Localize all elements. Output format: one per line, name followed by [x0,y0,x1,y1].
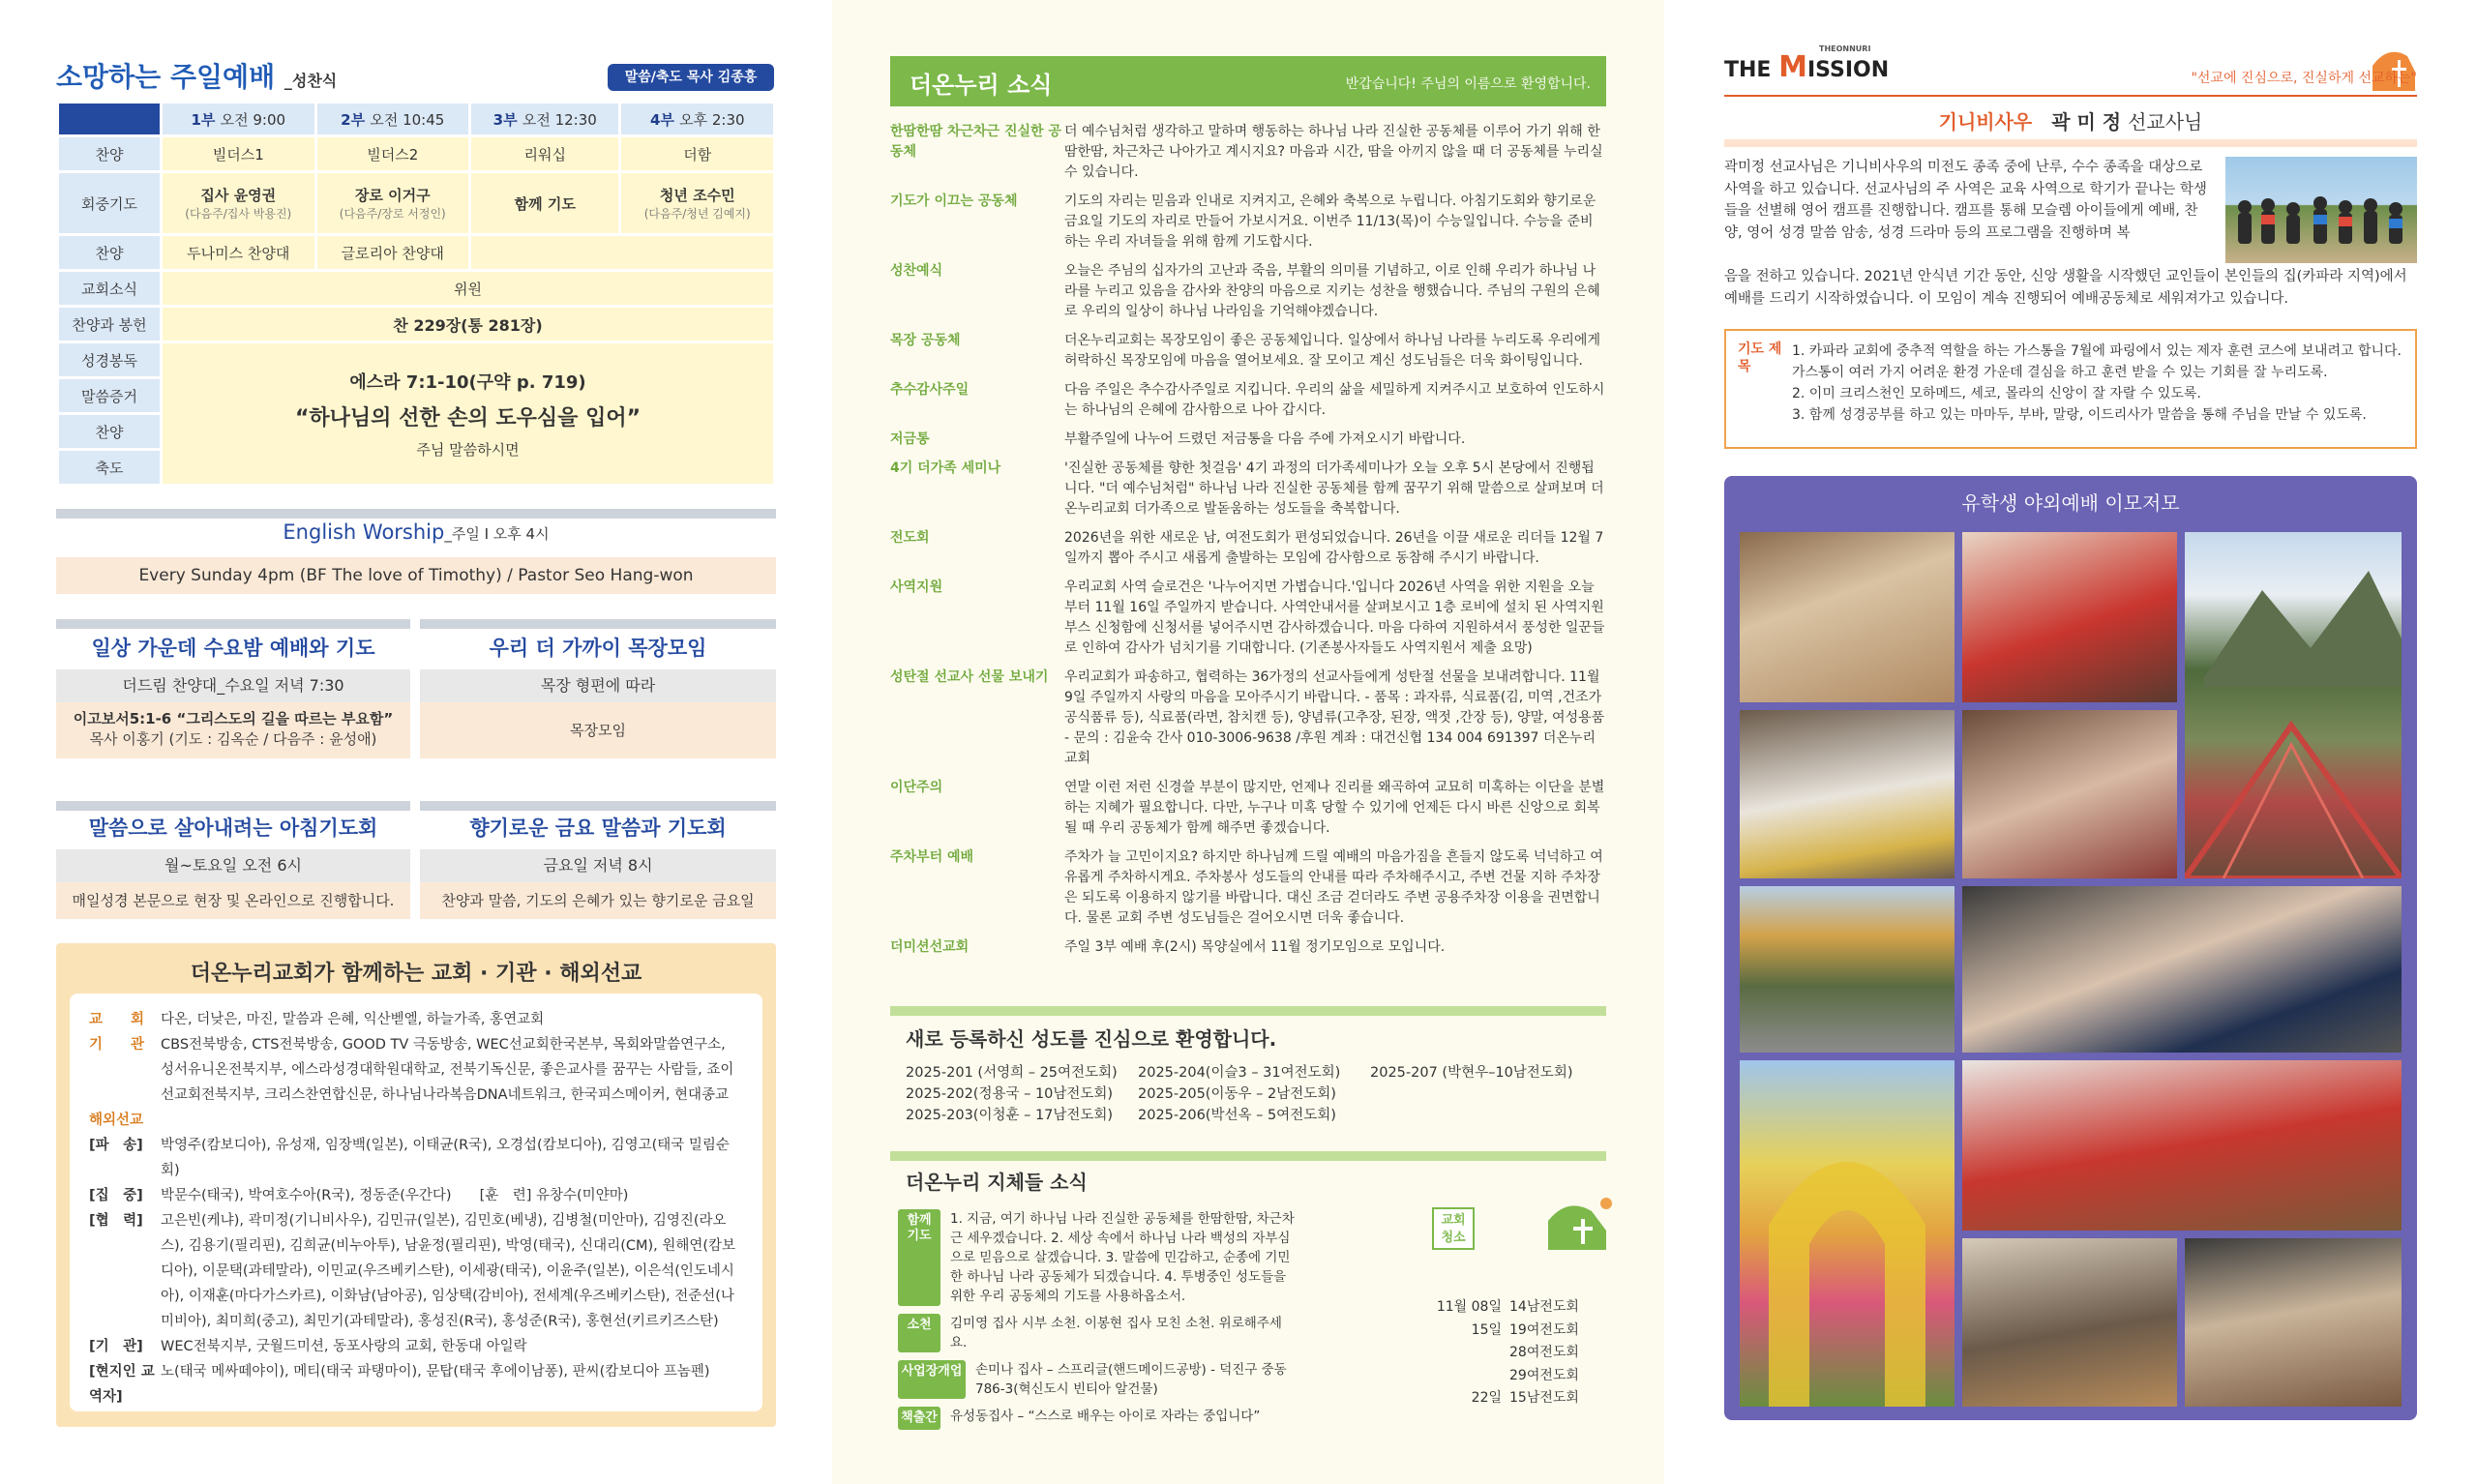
news-key: 전도회 [890,530,930,546]
friday-l2: 찬양과 말씀, 기도의 은혜가 있는 향기로운 금요일 [420,882,776,919]
news-key: 사역지원 [890,579,943,595]
org-tag: 사업장개업 [898,1360,966,1399]
news-key: 성찬예식 [890,263,943,279]
prayer-item: 3. 함께 성경공부를 하고 있는 마마두, 부바, 말랑, 이드리사가 말씀을 통해 주님을 만날 수 있도록. [1792,407,2367,423]
gallery [1724,476,2417,1420]
org-value: 김미영 집사 시부 소천. 이봉현 집사 모친 소천. 위로해주세요. [950,1316,1282,1350]
news-key: 추수감사주일 [890,382,970,398]
ally-list [70,994,762,1411]
page-news [832,0,1664,1484]
row-label: 성경봉독 [59,343,160,376]
gallery-photo-2 [1962,532,2177,702]
ally-value: 고은빈(케냐), 곽미정(기니비사우), 김민규(일본), 김민호(베냉), 김병철(미안마), 김영진(라오스), 김용기(필리핀), 김희균(비누아투), 남윤정(필리핀), 박영(태국), 신대리(CM), 원해연(캄보디아), 이문택(과테말라), 이민교(우즈베키스탄), 이세광(태국), 이윤주(일본), 이은석(인도네시아), 이재훈(마다가스카르), 이화남(남아공), 임상택(감비아), 전세계(우즈베키스탄), 전준선(나미비아), 최미희(중고), 최민기(과테말라), 홍성진(R국), 홍성준(R국), 홍현선(키르키즈스탄) [161,1213,736,1329]
page-worship [0,0,832,1484]
gallery-photo-4 [1740,710,1955,878]
ally-key: 해외선교 [89,1113,144,1128]
ally-value: 노(태국 메싸떼야이), 메티(태국 파탱마이), 문탑(태국 후에이남퐁), 판씨(캄보디아 프놈펜) [161,1364,710,1380]
gallery-photo-7 [1962,886,2402,1053]
divider [1724,95,2417,97]
news-key: 목장 공동체 [890,333,961,348]
clean-date [1432,1342,1509,1365]
org-list [898,1209,1295,1438]
ally-key: [파 송] [89,1138,143,1153]
row-label: 찬양 [59,236,160,269]
morning-title: 말씀으로 살아내려는 아침기도회 [88,816,378,840]
prayer-item: 2. 이미 크리스천인 모하메드, 세코, 몰라의 신앙이 잘 자랄 수 있도록. [1792,386,2201,401]
ally-key: 기 관 [89,1037,145,1053]
wednesday-box [56,627,410,758]
english-line: Every Sunday 4pm (BF The love of Timothy) / Pastor Seo Hang-won [56,557,776,594]
clean-date: 11월 08일 [1436,1299,1502,1315]
news-value: 연말 이런 저런 신경쓸 부분이 많지만, 언제나 진리를 왜곡하여 교묘히 미혹하는 이단을 분별하는 지혜가 필요합니다. 다만, 누구나 미혹 당할 수 있기에 언제든 다시 바른 신앙으로 회복될 때 우리 공동체가 함께 해주면 좋겠습니다. [1064,780,1605,836]
welcome-entry: 2025-204(이슬3 – 31여전도회) [1138,1065,1341,1081]
gallery-photo-1 [1740,532,1955,702]
news-value: 기도의 자리는 믿음과 인내로 지켜지고, 은혜와 축복으로 누립니다. 아침기도회와 향기로운 금요일 기도의 자리로 만들어 가보시거요. 이번주 11/13(목)이 수능일입니다. 수능을 준비하는 우리 자녀들을 위해 함께 기도합시다. [1064,193,1597,250]
news-item [890,459,1606,519]
news-item [890,380,1606,421]
news-value: 2026년을 위한 새로운 남, 여전도회가 편성되었습니다. 26년을 이끌 새로운 리더들 12월 7일까지 뽑아 주시고 새롭게 출발하는 모임에 감사함으로 동참해 주시기 바랍니다. [1064,530,1604,566]
row-label: 교회소식 [59,272,160,305]
cell: 찬 229장(통 281장) [163,308,773,341]
missionary-photo [2225,157,2417,263]
news-key: 한땀한땀 차근차근 진실한 공동체 [890,124,1061,160]
gallery-photo-11 [2185,1238,2402,1407]
welcome-title: 새로 등록하신 성도를 진심으로 환영합니다. [906,1027,1277,1051]
clean-group: 15남전도회 [1509,1390,1579,1406]
prayer-list [1792,341,2403,437]
news-key: 저금통 [890,431,930,447]
ally-section [56,943,776,1427]
news-header [890,56,1606,106]
news-item [890,937,1606,958]
church-icon [1538,1192,1616,1260]
ally-value: 다온, 더낮은, 마진, 말씀과 은혜, 익산벧엘, 하늘가족, 홍연교회 [161,1012,545,1027]
cell-l1: 목장 형편에 따라 [420,669,776,702]
ally-key: [협 력] [89,1213,143,1229]
org-value: 1. 지금, 여기 하나님 나라 진실한 공동체를 한땀한땀, 차근차근 세우겠습니다. 2. 세상 속에서 하나님 나라 백성의 자부심으로 믿음으로 살겠습니다. 3. 말씀에 민감하고, 순종에 기민한 하나님 나라 공동체가 되겠습니다. 4. 투병중인 성도들을 위한 우리 공동체의 기도를 사용하옵소서. [950,1211,1295,1304]
org-tag: 소천 [898,1314,940,1352]
welcome-entry [1370,1105,1602,1126]
org-row [898,1314,1295,1352]
news-item [890,578,1606,659]
news-value: '진실한 공동체를 향한 첫걸음' 4기 과정의 더가족세미나가 오늘 오후 5시 본당에서 진행됩니다. "더 예수님처럼" 하나님 나라 진실한 공동체를 함께 꿈꾸기 위해 말씀으로 살펴보며 더온누리교회 더가족으로 발돋움하는 성도들을 축복합니다. [1064,460,1604,517]
news-value: 우리교회가 파송하고, 협력하는 36가정의 선교사들에게 성탄절 선물을 보내려합니다. 11월 9일 주일까지 사랑의 마음을 모아주시기 바랍니다. - 품목 : 과자류, 식료품(김, 미역 ,건조가공식품류 등), 식료품(라면, 참치캔 등), 양념류(고추장, 된장, 액젓 ,간장 등), 양말, 여성용품 - 문의 : 김윤숙 간사 010-3006-9638 /후원 계좌 : 대건신협 134 004 691397 더온누리교회 [1064,669,1605,766]
cell: 위원 [163,272,773,305]
ally-row [89,1183,743,1208]
news-value: 우리교회 사역 슬로건은 '나누어지면 가볍습니다.'입니다 2026년 사역을 위한 지원을 오늘부터 11월 16일 주일까지 받습니다. 사역안내서를 살펴보시고 1층 로비에 설치 된 사역지원부스 신청함에 신청서를 넣어주시면 감사하겠습니다. 마음 다하여 지원하셔서 풍성한 일꾼들로 인하여 감사가 넘치기를 기대합니다. (기존봉사자들도 사역지원서 제출 요망) [1064,579,1605,656]
row-label: 찬양 [59,137,160,170]
org-tag: 함께 기도 [898,1209,940,1306]
ally-key: [기 관] [89,1339,143,1354]
news-item [890,261,1606,322]
friday-title: 향기로운 금요 말씀과 기도회 [469,816,727,840]
news-value: 부활주일에 나누어 드렸던 저금통을 다음 주에 가져오시기 바랍니다. [1064,431,1466,447]
ally-row [89,1007,743,1032]
clean-group: 29여전도회 [1509,1367,1579,1383]
news-list [890,122,1606,966]
ally-key: 교 회 [89,1012,145,1027]
cell: 함께 기도 [471,173,618,233]
divider [1724,139,2417,147]
org-tag: 책출간 [898,1407,940,1430]
row-label: 말씀증거 [59,379,160,412]
service-title: 소망하는 주일예배 _성찬식 [56,61,338,93]
cell: 글로리아 찬양대 [317,236,469,269]
welcome-entry: 2025-206(박선옥 – 5여전도회) [1138,1108,1336,1123]
wednesday-text: 이고보서5:1-6 “그리스도의 길을 따르는 부요함” 목사 이홍기 (기도 : 김옥순 / 다음주 : 윤성애) [56,702,410,758]
ally-row [89,1334,743,1359]
org-value: 손미나 집사 – 스프리글(핸드메이드공방) - 덕진구 중동 786-3(혁신도시 빈티아 알건물) [975,1362,1287,1397]
ally-title: 더온누리교회가 함께하는 교회 · 기관 · 해외선교 [190,962,642,986]
welcome-entry: 2025-201 (서영희 – 25여전도회) [906,1065,1118,1081]
ally-row [89,1359,743,1410]
news-key: 더미션선교회 [890,939,970,955]
org-row [898,1360,1295,1399]
cleaning-label: 교회 청소 [1432,1207,1475,1250]
gallery-photo-3 [2185,532,2402,878]
ally-row [89,1108,743,1133]
cell [471,236,773,269]
clean-date [1432,1365,1509,1388]
gallery-title: 유학생 야외예배 이모저모 [1961,491,2180,515]
clean-group: 19여전도회 [1509,1321,1579,1338]
friday-l1: 금요일 저녁 8시 [420,849,776,882]
news-value: 더온누리교회는 목장모임이 좋은 공동체입니다. 일상에서 하나님 나라를 누리도록 우리에게 허락하신 목장모임에 마음을 열어보세요. 잘 모이고 계신 성도님들은 더욱 화이팅입니다. [1064,333,1600,369]
missionary-text: 곽미정 선교사님은 기니비사우의 미전도 종족 중에 난루, 수수 종족을 대상으로 사역을 하고 있습니다. 선교사님의 주 사역은 교육 사역으로 학기가 끝나는 학생들을 선별해 영어 캠프를 진행합니다. 캠프를 통해 모슬렘 아이들에게 예배, 찬양, 영어 성경 말씀 암송, 성경 드라마 등의 프로그램을 진행하며 복 [1724,160,2207,241]
gallery-photo-10 [1962,1238,2177,1407]
missionary-text-2: 음을 전하고 있습니다. 2021년 안식년 기간 동안, 신앙 생활을 시작했던 교인들이 본인들의 집(카파라 지역)에서 예배를 드리기 시작하였습니다. 이 모임이 계속 진행되어 예배공동체로 세워져가고 있습니다. [1724,269,2407,307]
clean-date: 15일 [1471,1321,1502,1338]
prayer-item: 1. 카파라 교회에 중추적 역할을 하는 가스통을 7월에 파링에서 있는 제자 훈련 코스에 보내려고 합니다. 가스통이 여러 가지 어려운 환경 가운데 결심을 하고 훈련 받을 수 있는 기회를 잘 누리도록. [1792,343,2402,380]
divider [890,1006,1606,1016]
friday-box [420,807,776,919]
news-value: 더 예수님처럼 생각하고 말하며 행동하는 하나님 나라 진실한 공동체를 이루어 가기 위해 한땀한땀, 차근차근 나아가고 계시지요? 마음과 시간, 땀을 아끼지 않을 때 더 공동체를 누리실 수 있습니다. [1064,124,1603,180]
gallery-photo-9 [1962,1060,2402,1231]
welcome-entry: 2025-202(정용국 – 10남전도회) [906,1086,1114,1102]
cell: 빌더스2 [317,137,469,170]
row-label: 회중기도 [59,173,160,233]
prayer-box [1724,329,2417,449]
welcome-entry [1370,1083,1602,1105]
ally-row [89,1032,743,1108]
news-item [890,778,1606,839]
cell: 빌더스1 [163,137,314,170]
news-key: 주차부터 예배 [890,849,974,865]
news-item [890,847,1606,929]
news-key: 4기 더가족 세미나 [890,460,1001,476]
org-row [898,1209,1295,1306]
cell-box [420,627,776,758]
gallery-photo-8 [1740,1060,1955,1407]
service-table [56,101,776,487]
table-corner [59,104,160,134]
ally-value: 박문수(태국), 박여호수아(R국), 정동준(우간다) [훈 련] 유창수(미얀마) [161,1188,629,1203]
cleaning-grid [1432,1296,1612,1410]
header-3: 3부 오전 12:30 [471,104,618,134]
row-label: 찬양과 봉헌 [59,308,160,341]
page-mission [1664,0,2477,1484]
morning-l2: 매일성경 본문으로 현장 및 온라인으로 진행합니다. [56,882,410,919]
news-item [890,331,1606,371]
morning-l1: 월~토요일 오전 6시 [56,849,410,882]
mission-motto: "선교에 진심으로, 진실하게 선교하는" [2191,71,2417,86]
cell: 장로 이거구 (다음주/장로 서정인) [317,173,469,233]
cell: 리워십 [471,137,618,170]
row-label: 축도 [59,451,160,484]
news-value: 주일 3부 예배 후(2시) 목양실에서 11월 정기모임으로 모입니다. [1064,939,1446,955]
cell: 집사 윤영권 (다음주/집사 박용진) [163,173,314,233]
org-value: 유성동집사 – “스스로 배우는 아이로 자라는 중입니다” [950,1409,1261,1424]
news-item [890,192,1606,252]
ally-key: [집 중] [89,1188,143,1203]
header-4: 4부 오후 2:30 [621,104,773,134]
english-title: English Worship_주일 I 오후 4시 [283,520,550,544]
wednesday-title: 일상 가운데 수요밤 예배와 기도 [91,637,375,660]
news-value: 오늘은 주님의 십자가의 고난과 죽음, 부활의 의미를 기념하고, 이로 인해 우리가 하나님 나라를 누리고 있음을 감사와 찬양의 마음으로 지키는 성찬을 행했습니다. 주님의 구원의 은혜로 우리의 일상이 하나님 나라임을 기억해야겠습니다. [1064,263,1600,319]
sermon-cell: 에스라 7:1-10(구약 p. 719) “하나님의 선한 손의 도우심을 입어” 주님 말씀하시면 [163,343,773,484]
missionary-title: 기니비사우 곽 미 정 선교사님 [1938,110,2203,134]
ally-value: 박영주(캄보디아), 유성재, 임장백(일본), 이태균(R국), 오경섭(캄보디아), 김영고(태국 밀림순회) [161,1138,730,1178]
news-key: 기도가 이끄는 공동체 [890,193,1018,209]
header-1: 1부 오전 9:00 [163,104,314,134]
news-item [890,430,1606,450]
news-value: 주차가 늘 고민이지요? 하지만 하나님께 드릴 예배의 마음가짐을 흔들지 않도록 넉넉하고 여유롭게 주차하시게요. 주차봉사 성도들의 안내를 따라 주차해주시고, 주변 건물 지하 주차장은 되도록 이용하지 않기를 바랍니다. 대신 조금 걷더라도 주변 공용주차장 이용을 권면합니다. 물론 교회 주변 성도님들은 걸어오시면 더욱 좋습니다. [1064,849,1603,926]
divider [890,1151,1606,1161]
news-key: 이단주의 [890,780,943,795]
org-row [898,1407,1295,1430]
news-value: 다음 주일은 추수감사주일로 지킵니다. 우리의 삶을 세밀하게 지켜주시고 보호하여 인도하시는 하나님의 은혜에 감사함으로 나아 갑시다. [1064,382,1605,418]
cell: 청년 조수민 (다음주/청년 김예지) [621,173,773,233]
clean-group: 28여전도회 [1509,1345,1579,1360]
ally-value [283,1108,743,1133]
news-item [890,122,1606,183]
news-welcome: 반갑습니다! 주님의 이름으로 환영합니다. [1345,76,1591,92]
welcome-entry: 2025-207 (박현우–10남전도회) [1370,1065,1573,1081]
header-2: 2부 오전 10:45 [317,104,469,134]
preacher-pill: 말씀/축도 목사 김종흥 [608,64,774,91]
row-label: 찬양 [59,415,160,448]
cell: 더함 [621,137,773,170]
clean-date: 22일 [1471,1390,1502,1406]
gallery-photo-5 [1962,710,2177,878]
ally-row [89,1208,743,1334]
news-title: 더온누리 소식 [910,72,1053,99]
wednesday-time: 더드림 찬양대_수요일 저녁 7:30 [56,669,410,702]
welcome-entry: 2025-205(이동우 – 2남전도회) [1138,1086,1336,1102]
mission-logo: THE MISSION THEONNURI [1724,45,1890,84]
welcome-list [906,1062,1602,1126]
morning-box [56,807,410,919]
ally-key: [현지인 교역자] [89,1364,155,1405]
ally-value: WEC전북지부, 굿월드미션, 동포사랑의 교회, 한동대 아일락 [161,1339,527,1354]
ally-value: CBS전북방송, CTS전북방송, GOOD TV 극동방송, WEC선교회한국본부, 목회와말씀연구소, 성서유니온전북지부, 에스라성경대학원대학교, 전북기독신문, 좋은교사를 꿈꾸는 사람들, 죠이선교회전북지부, 크리스찬연합신문, 하나님나라복음DNA네트워크, 한국피스메이커, 현대종교 [161,1037,734,1103]
cell: 두나미스 찬양대 [163,236,314,269]
news-item [890,528,1606,569]
cell-title: 우리 더 가까이 목장모임 [489,637,707,660]
gallery-photo-6 [1740,886,1955,1053]
clean-group: 14남전도회 [1509,1299,1579,1315]
divider [56,509,776,519]
news-key: 성탄절 선교사 선물 보내기 [890,669,1049,685]
org-title: 더온누리 지체들 소식 [906,1171,1088,1194]
prayer-label: 기도 제목 [1738,341,1782,374]
welcome-entry: 2025-203(이청훈 – 17남전도회) [906,1108,1114,1123]
news-item [890,668,1606,769]
cell-l2: 목장모임 [420,702,776,758]
ally-row [89,1133,743,1183]
